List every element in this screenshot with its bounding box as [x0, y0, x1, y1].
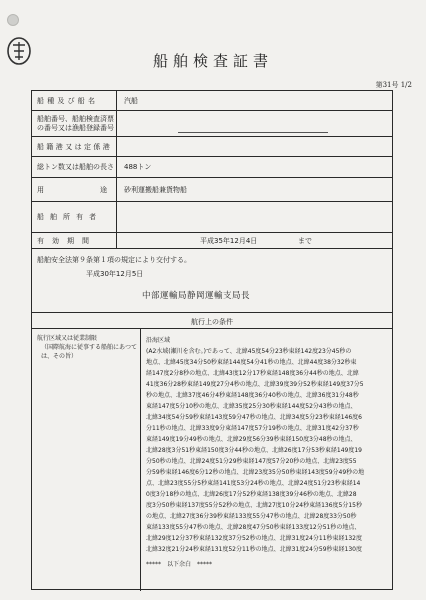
navigation-area-line: 東経133度55分47秒の地点、北緯28度47分50秒東経133度12分51秒の地点、 [146, 524, 361, 531]
row-ship-type [32, 91, 392, 111]
navigation-area-line: 東経147度5分10秒の地点、北緯35度25分30秒東経144度52分43秒の地点、 [146, 403, 357, 410]
restriction-note: （国際航海に従事する船舶にあつては、その旨） [41, 344, 138, 360]
navigation-area-line: (A2水域(瀬川を含む。)であって、北緯45度54分23秒東経142度23分45秒の [146, 348, 352, 355]
navigation-area-line: 北緯34度54分59秒東経143度59分47秒の地点、北緯34度5分23秒東経146度6 [146, 414, 362, 421]
navigation-area-line: 点、北緯23度55分5秒東経141度53分24秒の地点、北緯24度51分23秒東経14 [146, 480, 361, 487]
certificate-form [31, 90, 393, 590]
navigation-area-line: 秒の地点、北緯37度46分4秒東経148度36分40秒の地点、北緯36度31分48秒 [146, 392, 359, 399]
redacted-line [178, 132, 328, 133]
navigation-area-line: 41度36分28秒東経149度27分4秒の地点、北緯39度39分52秒東経149度37分5 [146, 381, 364, 388]
use-value: 砂利運搬船兼貨物船 [124, 186, 187, 194]
issuance-block [32, 249, 392, 313]
navigation-area-line: 沿海区域 [146, 337, 171, 344]
form-number: 第31号 1/2 [375, 81, 412, 89]
navigation-area-line: 分50秒の地点、北緯24度51分29秒東経147度57分20秒の地点、北緯23度55 [146, 458, 357, 465]
tonnage-value: 488トン [124, 163, 152, 171]
owner-label: 船舶所有者 [37, 213, 102, 221]
validity-label: 有効期間 [37, 237, 97, 245]
issuance-statement: 船舶安全法第９条第１項の規定により交付する。 [37, 256, 191, 264]
ship-number-label-line2: の番号又は漁船登録番号 [37, 124, 114, 132]
navigation-area-line: 経147度2分8秒の地点、北緯43度12分17秒東経148度36分44秒の地点、北緯 [146, 370, 359, 377]
row-validity [32, 233, 392, 249]
row-ship-number [32, 111, 392, 137]
navigation-area-line: 0度3分18秒の地点、北緯26度17分52秒東経138度39分46秒の地点、北緯28 [146, 491, 357, 498]
use-label-suffix: 途 [100, 186, 107, 194]
row-port [32, 137, 392, 157]
document-title: 船舶検査証書 [152, 52, 273, 70]
navigation-area-line: 分11秒の地点、北緯33度9分東経147度57分19秒の地点、北緯31度42分37秒 [146, 425, 359, 432]
navigation-area-row [32, 329, 392, 591]
navigation-area-line: 度3分50秒東経137度55分52秒の地点、北緯27度10分24秒東経136度5分15秒 [146, 502, 362, 509]
row-use [32, 178, 392, 202]
navigation-area-line: 分59秒東経146度6分12秒の地点、北緯23度35分50秒東経143度59分49秒の地 [146, 469, 365, 476]
tonnage-label: 総トン数又は船舶の長さ [37, 163, 114, 171]
issuer-name: 中部運輸局静岡運輸支局長 [142, 291, 251, 301]
restriction-label-block [37, 334, 137, 361]
row-owner [32, 202, 392, 233]
ship-type-value: 汽船 [124, 97, 138, 105]
navigation-area-line: 地点、北緯45度34分50秒東経144度54分41秒の地点、北緯44度38分32秒東 [146, 359, 357, 366]
navigation-area-text [146, 335, 390, 570]
validity-value: 平成35年12月4日 [200, 237, 258, 245]
restriction-label: 航行区域又は従業制限 [37, 335, 98, 342]
area-end-marker: ***** 以下余白 ***** [146, 561, 213, 568]
navigation-area-line: 北緯28度3分51秒東経150度3分44秒の地点、北緯26度17分53秒東経149度19 [146, 447, 362, 454]
issue-date: 平成30年12月5日 [86, 270, 144, 278]
validity-suffix: まで [298, 237, 312, 245]
row-tonnage [32, 157, 392, 178]
navigation-area-line: 北緯29度12分37秒東経132度37分52秒の地点、北緯31度24分11秒東経132度 [146, 535, 362, 542]
navigation-area-line: の地点、北緯27度36分39秒東経133度55分47秒の地点、北緯28度33分50秒 [146, 513, 357, 520]
navigation-area-line: 東経149度19分49秒の地点、北緯29度56分39秒東経150度3分48秒の地点、 [146, 436, 357, 443]
conditions-header-row [32, 313, 392, 329]
use-label: 用 [37, 186, 44, 194]
binding-hole [7, 14, 19, 26]
port-label: 船籍港又は定係港 [37, 143, 113, 151]
navigation-area-line: 北緯32度21分24秒東経131度52分11秒の地点、北緯31度24分59秒東経130度 [146, 546, 362, 553]
ship-type-label: 船種及び船名 [37, 97, 99, 105]
ship-number-label-line1: 船舶番号、船舶検査済票 [37, 115, 114, 123]
conditions-header: 航行上の条件 [191, 318, 233, 326]
